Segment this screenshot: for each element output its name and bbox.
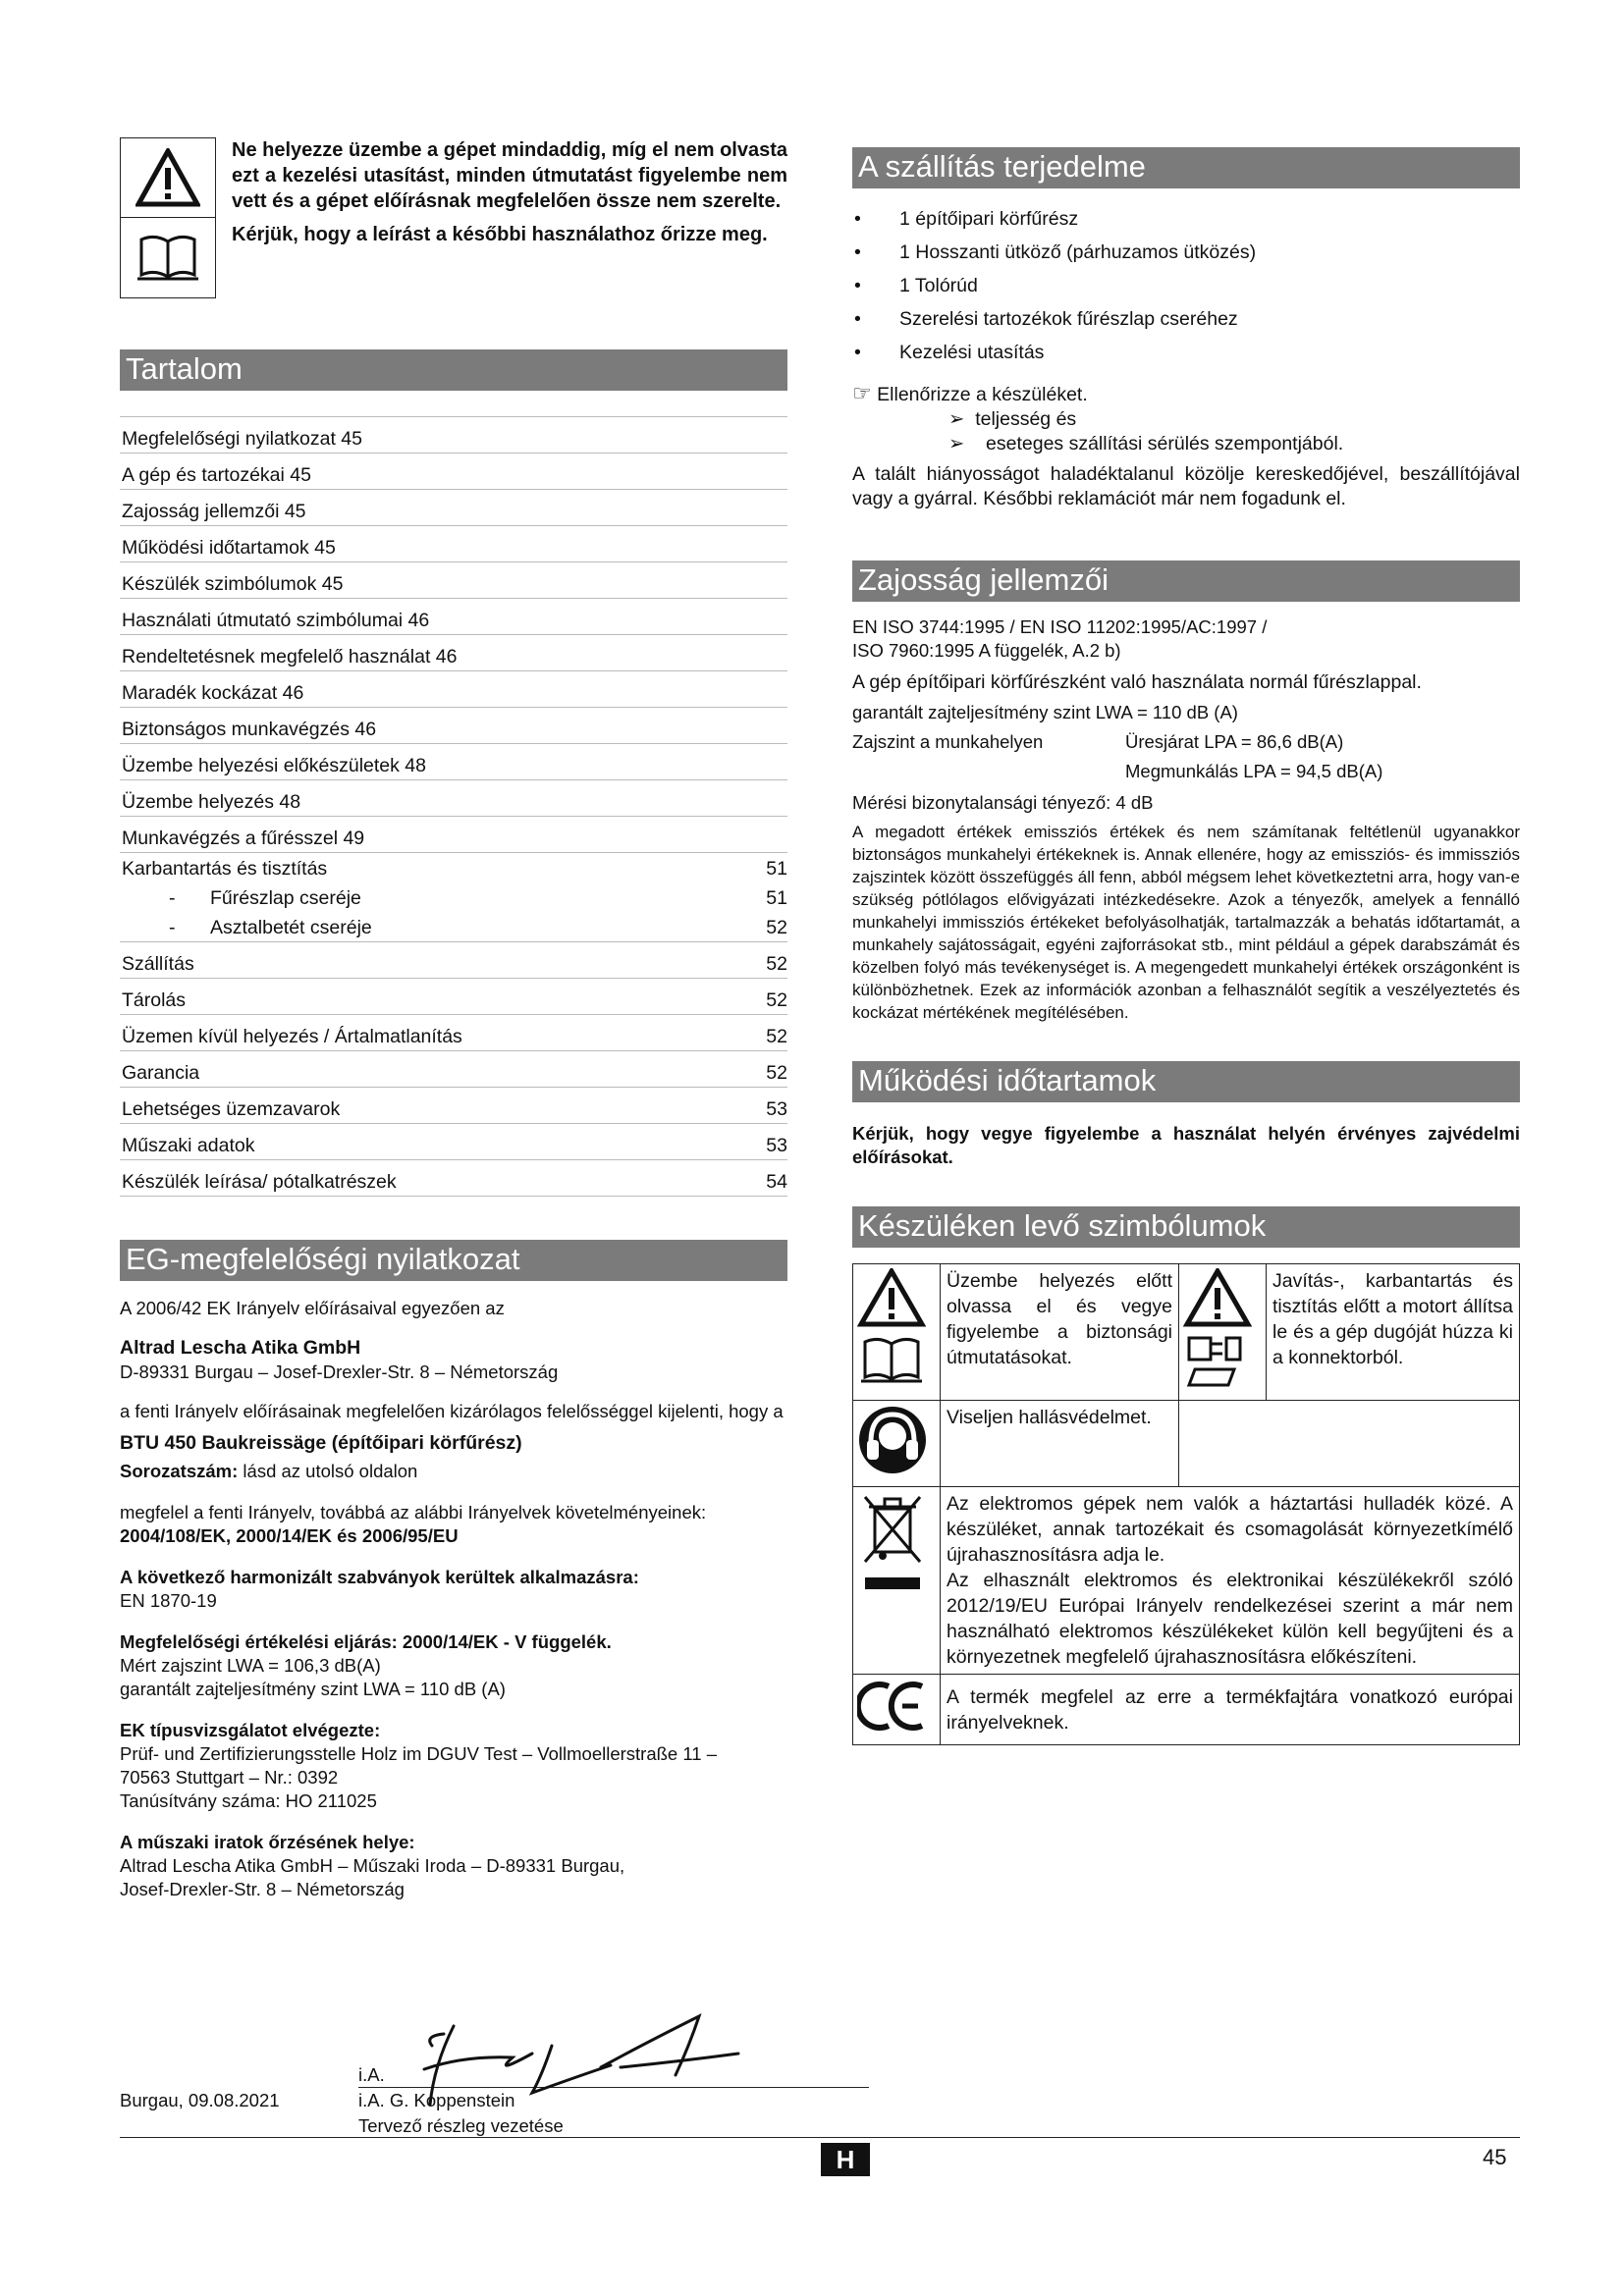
toc-item[interactable]: Készülék leírása/ pótalkatrészek 54	[120, 1160, 787, 1197]
symbol-hearing-text: Viseljen hallásvédelmet.	[941, 1401, 1179, 1487]
eg-standards-value: EN 1870-19	[120, 1590, 217, 1611]
eg-complies: megfelel a fenti Irányelv, továbbá az alábbi Irányelvek követelményeinek:	[120, 1502, 707, 1522]
symbol-cell	[853, 1487, 941, 1675]
warning-triangle-icon	[857, 1268, 926, 1327]
duration-title: Működési időtartamok	[852, 1061, 1520, 1102]
toc-item[interactable]: A gép és tartozékai 45	[120, 454, 787, 490]
signature-block	[120, 2042, 787, 2140]
handwritten-signature	[405, 2006, 758, 2114]
eg-product: BTU 450 Baukreissäge (építőipari körfűrész)	[120, 1432, 522, 1454]
symbol-ce-text: A termék megfelel az erre a termékfajtára vonatkozó európai irányelveknek.	[941, 1675, 1520, 1745]
toc-title: Tartalom	[120, 349, 787, 391]
signer-name: i.A. G. Koppenstein	[358, 2090, 515, 2110]
list-item: • 1 Tolórúd	[852, 269, 1520, 302]
noise-guaranteed: garantált zajteljesítmény szint LWA = 110 dB (A)	[852, 702, 1238, 722]
eg-standards-label: A következő harmonizált szabványok kerültek alkalmazásra:	[120, 1567, 639, 1587]
noise-workplace-label: Zajszint a munkahelyen	[852, 731, 1044, 752]
toc-item[interactable]: Készülék szimbólumok 45	[120, 562, 787, 599]
toc-item[interactable]: Maradék kockázat 46	[120, 671, 787, 708]
weee-directive-text: Az elhasznált elektromos és elektronikai készülékekről szóló 2012/19/EU Európai Irányelv rendelkezései szerint a már nem használható elektromos készülékeket külön kell begyűjteni és a környezetnek megfelelő újrahasznosításra előkészíteni.	[947, 1570, 1513, 1668]
eg-guaranteed-noise: garantált zajteljesítmény szint LWA = 110 dB (A)	[120, 1679, 506, 1699]
toc-item[interactable]: Lehetséges üzemzavarok 53	[120, 1088, 787, 1124]
symbol-cell	[1179, 1264, 1267, 1401]
toc-item[interactable]: Működési időtartamok 45	[120, 526, 787, 562]
noise-idle: Üresjárat LPA = 86,6 dB(A)	[1125, 731, 1344, 752]
symbol-cell	[853, 1401, 941, 1487]
eg-intro: A 2006/42 EK Irányelv előírásaival egyezően az	[120, 1298, 505, 1318]
eg-docs-line: Josef-Drexler-Str. 8 – Németország	[120, 1879, 405, 1899]
toc-item[interactable]: Üzemen kívül helyezés / Ártalmatlanítás 52	[120, 1015, 787, 1051]
eg-certificate: Tanúsítvány száma: HO 211025	[120, 1790, 377, 1811]
eg-directives: 2004/108/EK, 2000/14/EK és 2006/95/EU	[120, 1525, 459, 1546]
check-item: ➢ eseteges szállítási sérülés szempontjából.	[948, 433, 1344, 454]
warning-triangle-icon	[1183, 1268, 1252, 1327]
eg-test-label: EK típusvizsgálatot elvégezte:	[120, 1720, 381, 1740]
list-item: • 1 Hosszanti ütköző (párhuzamos ütközés)	[852, 236, 1520, 269]
eg-docs-label: A műszaki iratok őrzésének helye:	[120, 1832, 415, 1852]
warning-keep-text: Kérjük, hogy a leírást a későbbi használathoz őrizze meg.	[232, 224, 768, 245]
symbols-table	[852, 1263, 1520, 1745]
toc-item[interactable]: Használati útmutató szimbólumai 46	[120, 599, 787, 635]
toc-subitem[interactable]: - Fűrészlap cseréje 51	[169, 887, 787, 909]
delivery-note: A talált hiányosságot haladéktalanul közölje kereskedőjével, beszállítójával vagy a gyárral. Későbbi reklamációt már nem fogadunk el.	[852, 463, 1520, 509]
footer-divider	[120, 2137, 1520, 2138]
symbol-weee-text	[941, 1487, 1520, 1675]
eg-serial: Sorozatszám: lásd az utolsó oldalon	[120, 1461, 418, 1481]
noise-standard: ISO 7960:1995 A függelék, A.2 b)	[852, 640, 1121, 661]
weee-bin-icon	[857, 1491, 928, 1599]
table-row	[853, 1675, 1520, 1745]
toc-subitem[interactable]: - Asztalbetét cseréje 52	[120, 912, 787, 942]
ia-label: i.A.	[358, 2064, 385, 2085]
eg-title: EG-megfelelőségi nyilatkozat	[120, 1240, 787, 1281]
list-item: • Szerelési tartozékok fűrészlap cseréhez	[852, 302, 1520, 336]
table-row	[853, 1264, 1520, 1401]
check-item: ➢ teljesség és	[948, 408, 1077, 430]
eg-procedure: Megfelelőségi értékelési eljárás: 2000/14/EK - V függelék.	[120, 1631, 612, 1652]
eg-address: D-89331 Burgau – Josef-Drexler-Str. 8 – Németország	[120, 1362, 559, 1382]
symbol-unplug-text: Javítás-, karbantartás és tisztítás előtt a motort állítsa le és a gép dugóját húzza ki a konnektorból.	[1267, 1264, 1520, 1401]
list-item: • Kezelési utasítás	[852, 336, 1520, 369]
warning-triangle-icon	[135, 148, 200, 207]
toc-item[interactable]: Üzembe helyezés 48	[120, 780, 787, 817]
delivery-title: A szállítás terjedelme	[852, 147, 1520, 188]
toc-item[interactable]: Megfelelőségi nyilatkozat 45	[120, 417, 787, 454]
symbols-title: Készüléken levő szimbólumok	[852, 1206, 1520, 1248]
toc-item[interactable]: Biztonságos munkavégzés 46	[120, 708, 787, 744]
list-item: • 1 építőipari körfűrész	[852, 202, 1520, 236]
toc-item[interactable]: Munkavégzés a fűrésszel 49	[120, 817, 787, 853]
toc-item[interactable]: Tárolás 52	[120, 979, 787, 1015]
warning-box	[120, 137, 787, 298]
language-badge: H	[821, 2143, 870, 2176]
warning-text: Ne helyezze üzembe a gépet mindaddig, míg el nem olvasta ezt a kezelési utasítást, minden útmutatást figyelembe nem vett és a gépet előírásnak megfelelően össze nem szerelte.	[232, 139, 787, 212]
eg-declaration	[120, 1297, 787, 1901]
empty-cell	[1179, 1401, 1520, 1487]
noise-uncertainty: Mérési bizonytalansági tényező: 4 dB	[852, 792, 1154, 813]
unplug-icon	[1183, 1334, 1252, 1389]
place-date: Burgau, 09.08.2021	[120, 2090, 280, 2110]
symbol-cell	[853, 1264, 941, 1401]
symbol-read-text: Üzembe helyezés előtt olvassa el és vegye figyelembe a biztonsági útmutatásokat.	[941, 1264, 1179, 1401]
book-manual-icon	[135, 232, 200, 283]
book-manual-icon	[857, 1334, 926, 1385]
eg-docs-line: Altrad Lescha Atika GmbH – Műszaki Iroda – D-89331 Burgau,	[120, 1855, 625, 1876]
signer-role: Tervező részleg vezetése	[358, 2115, 564, 2136]
hearing-protection-icon	[857, 1405, 928, 1475]
toc-item[interactable]: Üzembe helyezési előkészületek 48	[120, 744, 787, 780]
table-row	[853, 1487, 1520, 1675]
toc-item[interactable]: Rendeltetésnek megfelelő használat 46	[120, 635, 787, 671]
symbol-cell	[853, 1675, 941, 1745]
noise-title: Zajosság jellemzői	[852, 561, 1520, 602]
right-column	[852, 147, 1520, 1745]
noise-workplace-row	[852, 730, 1520, 754]
page-number: 45	[1483, 2145, 1507, 2169]
toc-item[interactable]: Karbantartás és tisztítás 51	[122, 858, 787, 880]
eg-test-line: 70563 Stuttgart – Nr.: 0392	[120, 1767, 339, 1788]
check-instruction: ☞ Ellenőrizze a készüléket.	[852, 381, 1088, 405]
noise-usage: A gép építőipari körfűrészként való használata normál fűrészlappal.	[852, 671, 1422, 693]
eg-declares: a fenti Irányelv előírásainak megfelelően kizárólagos felelősséggel kijelenti, hogy a	[120, 1401, 784, 1421]
warning-icon-frame	[120, 137, 216, 298]
ce-mark-icon	[857, 1679, 928, 1734]
left-column	[120, 137, 787, 1901]
arrow-bullet-icon: ➢	[948, 408, 965, 430]
noise-standard: EN ISO 3744:1995 / EN ISO 11202:1995/AC:1997 /	[852, 616, 1268, 637]
noise-section	[852, 615, 1520, 1024]
table-of-contents	[120, 416, 787, 1197]
toc-item[interactable]: Szállítás 52	[120, 942, 787, 979]
pointing-hand-icon: ☞	[852, 381, 872, 405]
weee-text: Az elektromos gépek nem valók a háztartási hulladék közé. A készüléket, annak tartozékait és csomagolását környezetkímélő újrahasznosításra adja le.	[947, 1493, 1513, 1566]
toc-item[interactable]: Garancia 52	[120, 1051, 787, 1088]
table-row	[853, 1401, 1520, 1487]
toc-item[interactable]: Műszaki adatok 53	[120, 1124, 787, 1160]
noise-paragraph: A megadott értékek emissziós értékek és nem számítanak feltétlenül ugyanakkor biztonságos munkahelyi értékeknek is. Annak ellenére, hogy az emissziós- és immissziós zajszintek között összefüggés áll fenn, abból mégsem lehet következtetni arra, hogy van-e szükség pótlólagos elővigyázati intézkedésekre. Azok a tényezők, amelyek a fennálló munkahelyi immissziós értékeket befolyásolhatják, tartalmazzák a behatás időtartamát, a munkahely sajátosságait, egyéni zajforrásokat stb., mint például a gépek darabszámát és közelben folyó más tevékenységet is. A megengedett munkahelyi értékek országonként is különbözhetnek. Ezek az információk azonban a felhasználót segítik a veszélyeztetés és kockázat mértékének megítélésében.	[852, 823, 1520, 1022]
check-block	[852, 381, 1520, 511]
toc-item[interactable]: Zajosság jellemzői 45	[120, 490, 787, 526]
eg-test-line: Prüf- und Zertifizierungsstelle Holz im DGUV Test – Vollmoellerstraße 11 –	[120, 1743, 717, 1764]
duration-text: Kérjük, hogy vegye figyelembe a használat helyén érvényes zajvédelmi előírásokat.	[852, 1123, 1520, 1167]
noise-processing: Megmunkálás LPA = 94,5 dB(A)	[1125, 761, 1383, 781]
delivery-list	[852, 202, 1520, 369]
eg-measured-noise: Mért zajszint LWA = 106,3 dB(A)	[120, 1655, 381, 1676]
arrow-bullet-icon: ➢	[948, 433, 965, 454]
eg-company: Altrad Lescha Atika GmbH	[120, 1337, 361, 1359]
